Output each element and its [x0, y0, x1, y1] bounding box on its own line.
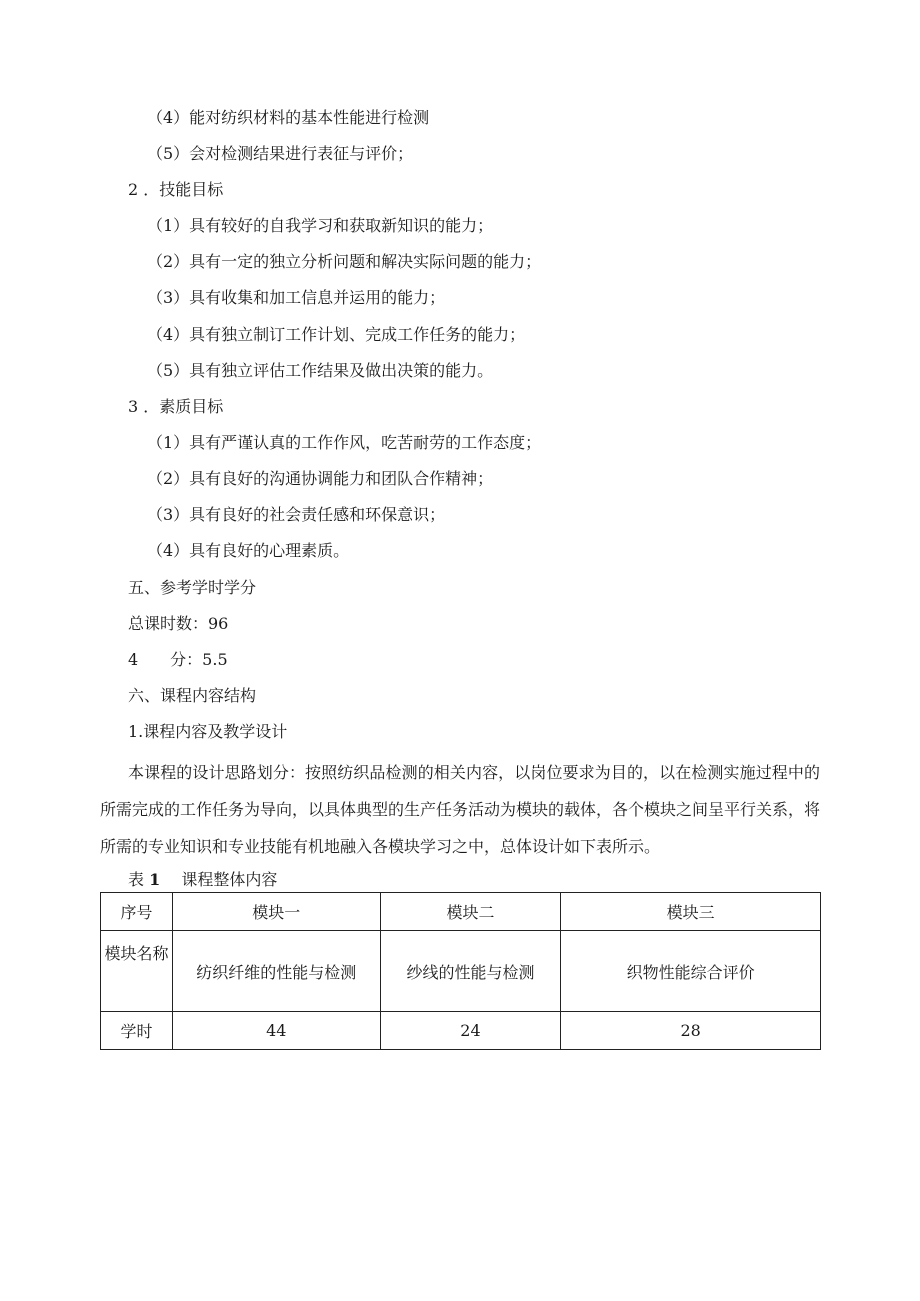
credits: 4 分：5.5: [128, 650, 228, 669]
table-cell: 织物性能综合评价: [561, 931, 821, 1012]
table-cell: 纱线的性能与检测: [380, 931, 561, 1012]
table-row-hours: [101, 1012, 821, 1050]
skill-item-4: （4）具有独立制订工作计划、完成工作任务的能力；: [147, 325, 526, 344]
row-label: 学时: [101, 1012, 173, 1050]
skill-item-3: （3）具有收集和加工信息并运用的能力；: [147, 288, 446, 307]
table-row-module-name: [101, 931, 821, 1012]
quality-item-1: （1）具有严谨认真的工作作风，吃苦耐劳的工作态度；: [147, 433, 542, 452]
header-cell: 序号: [101, 893, 173, 931]
row-label: 模块名称: [101, 931, 173, 1012]
table-cell: 28: [561, 1012, 821, 1050]
design-paragraph: 本课程的设计思路划分：按照纺织品检测的相关内容，以岗位要求为目的，以在检测实施过程中的所需完成的工作任务为导向，以具体典型的生产任务活动为模块的载体，各个模块之间呈平行关系，将所需的专业知识和专业技能有机地融入各模块学习之中，总体设计如下表所示。: [100, 763, 821, 856]
caption-prefix: 表: [128, 870, 145, 889]
header-cell: 模块三: [561, 893, 821, 931]
course-structure-table: [100, 892, 821, 1050]
quality-item-2: （2）具有良好的沟通协调能力和团队合作精神；: [147, 469, 494, 488]
table-cell: 纺织纤维的性能与检测: [172, 931, 380, 1012]
quality-item-4: （4）具有良好的心理素质。: [147, 541, 350, 560]
caption-title: 课程整体内容: [181, 870, 278, 889]
subsection1-title: 1.课程内容及教学设计: [128, 722, 288, 741]
total-hours: 总课时数：96: [128, 614, 229, 633]
knowledge-item-4: （4）能对纺织材料的基本性能进行检测: [147, 108, 430, 127]
skill-item-1: （1）具有较好的自我学习和获取新知识的能力；: [147, 216, 494, 235]
header-cell: 模块二: [380, 893, 561, 931]
table-cell: 24: [380, 1012, 561, 1050]
skill-item-5: （5）具有独立评估工作结果及做出决策的能力。: [147, 361, 494, 380]
header-cell: 模块一: [172, 893, 380, 931]
table-cell: 44: [172, 1012, 380, 1050]
table-caption: [128, 870, 277, 890]
skill-item-2: （2）具有一定的独立分析问题和解决实际问题的能力；: [147, 252, 542, 271]
section6-title: 六、课程内容结构: [128, 686, 257, 705]
knowledge-item-5: （5）会对检测结果进行表征与评价；: [147, 144, 414, 163]
section5-title: 五、参考学时学分: [128, 578, 257, 597]
skill-heading: 2 ．技能目标: [128, 180, 224, 199]
table-header-row: [101, 893, 821, 931]
caption-number: 1: [149, 870, 161, 889]
quality-item-3: （3）具有良好的社会责任感和环保意识；: [147, 505, 446, 524]
quality-heading: 3 ．素质目标: [128, 397, 224, 416]
